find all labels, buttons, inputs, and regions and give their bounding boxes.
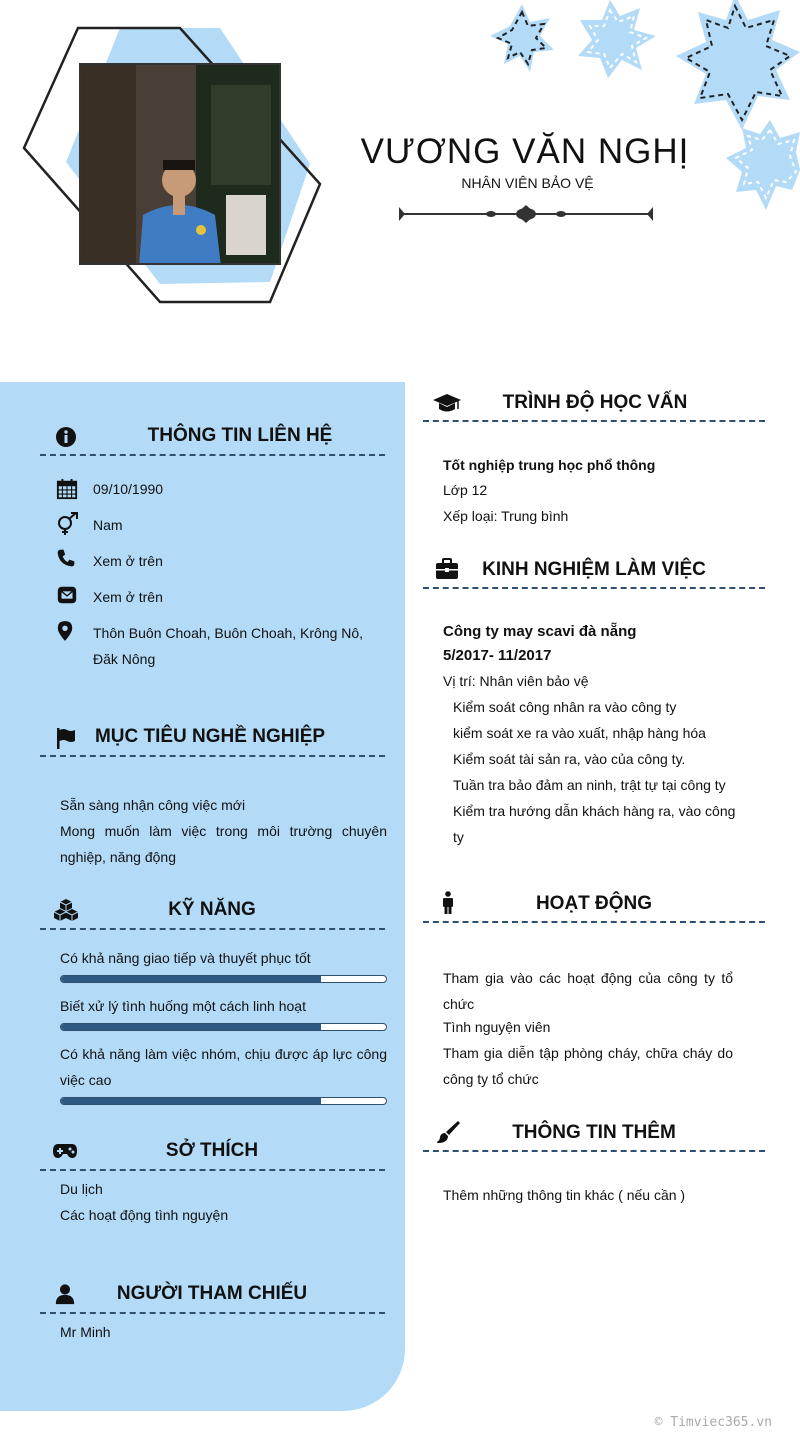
experience-company: Công ty may scavi đà nẵng xyxy=(443,623,637,640)
calendar-icon xyxy=(56,478,78,500)
decorative-divider xyxy=(395,203,657,225)
hobbies-divider xyxy=(40,1169,385,1171)
contact-email: Xem ở trên xyxy=(93,589,163,605)
left-panel xyxy=(0,382,405,1411)
objective-line2: Mong muốn làm việc trong môi trường chuyên nghiệp, năng động xyxy=(60,823,387,865)
graduation-cap-icon xyxy=(432,392,462,414)
contact-gender: Nam xyxy=(93,517,123,533)
decorative-flowers xyxy=(480,0,800,230)
watermark: © Timviec365.vn xyxy=(654,1415,772,1430)
extra-title: THÔNG TIN THÊM xyxy=(512,1122,676,1143)
education-degree: Tốt nghiệp trung học phổ thông xyxy=(443,457,656,473)
hobby-item: Du lịch xyxy=(60,1181,103,1197)
activity-item: Tham gia diễn tập phòng cháy, chữa cháy do công ty tổ chức xyxy=(443,1045,733,1087)
skill-bar-fill xyxy=(61,976,321,982)
skill-label: Có khả năng giao tiếp và thuyết phục tốt xyxy=(60,950,311,966)
skill-bar xyxy=(60,1023,387,1031)
briefcase-icon xyxy=(435,558,459,580)
skill-bar xyxy=(60,975,387,983)
contact-title: THÔNG TIN LIÊN HỆ xyxy=(147,425,333,446)
reference-title: NGƯỜI THAM CHIẾU xyxy=(116,1283,308,1304)
activity-item: Tình nguyện viên xyxy=(443,1019,551,1035)
info-icon xyxy=(54,425,78,449)
objective-line1: Sẵn sàng nhận công việc mới xyxy=(60,797,246,813)
email-icon xyxy=(56,584,78,606)
skills-title: KỸ NĂNG xyxy=(168,899,256,920)
experience-duty: Kiểm tra hướng dẫn khách hàng ra, vào công ty xyxy=(453,803,736,845)
education-grade: Lớp 12 xyxy=(443,482,488,498)
contact-address-line1: Thôn Buôn Choah, Buôn Choah, Krông Nô, xyxy=(93,625,364,641)
candidate-role: NHÂN VIÊN BẢO VỆ xyxy=(461,175,594,191)
extra-text: Thêm những thông tin khác ( nếu cần ) xyxy=(443,1187,686,1203)
brush-icon xyxy=(436,1120,460,1144)
experience-position: Vị trí: Nhân viên bảo vệ xyxy=(443,673,589,689)
activities-title: HOẠT ĐỘNG xyxy=(535,893,653,914)
location-icon xyxy=(56,620,74,642)
experience-title: KINH NGHIỆM LÀM VIỆC xyxy=(482,559,706,580)
experience-duty: kiểm soát xe ra vào xuất, nhập hàng hóa xyxy=(453,725,706,741)
education-divider xyxy=(423,420,765,422)
skill-label: Có khả năng làm việc nhóm, chịu được áp lực công việc cao xyxy=(60,1046,387,1088)
skill-bar-fill xyxy=(61,1098,321,1104)
person-icon xyxy=(440,891,456,915)
candidate-name: VƯƠNG VĂN NGHỊ xyxy=(360,132,690,171)
skill-bar-fill xyxy=(61,1024,321,1030)
hobbies-title: SỞ THÍCH xyxy=(165,1140,259,1161)
gender-icon xyxy=(56,512,80,536)
skill-label: Biết xử lý tình huống một cách linh hoạt xyxy=(60,998,306,1014)
experience-duty: Kiểm soát công nhân ra vào công ty xyxy=(453,699,677,715)
education-rank: Xếp loại: Trung bình xyxy=(443,508,569,524)
extra-divider xyxy=(423,1150,765,1152)
activities-divider xyxy=(423,921,765,923)
experience-period: 5/2017- 11/2017 xyxy=(443,647,552,664)
contact-birthday: 09/10/1990 xyxy=(93,481,164,497)
experience-divider xyxy=(423,587,765,589)
education-title: TRÌNH ĐỘ HỌC VẤN xyxy=(502,392,688,413)
activity-item: Tham gia vào các hoạt động của công ty tổ chức xyxy=(443,970,733,1012)
phone-icon xyxy=(56,548,76,568)
reference-divider xyxy=(40,1312,385,1314)
reference-name: Mr Minh xyxy=(60,1324,111,1340)
experience-duty: Tuần tra bảo đảm an ninh, trật tự tại công ty xyxy=(453,777,726,793)
skill-bar xyxy=(60,1097,387,1105)
skills-divider xyxy=(40,928,385,930)
objective-divider xyxy=(40,755,385,757)
contact-divider xyxy=(40,454,385,456)
experience-duty: Kiểm soát tài sản ra, vào của công ty. xyxy=(453,751,686,767)
contact-address-line2: Đăk Nông xyxy=(93,651,156,667)
profile-photo xyxy=(79,63,281,265)
hobby-item: Các hoạt động tình nguyện xyxy=(60,1207,229,1223)
objective-title: MỤC TIÊU NGHỀ NGHIỆP xyxy=(94,726,326,747)
contact-phone: Xem ở trên xyxy=(93,553,163,569)
